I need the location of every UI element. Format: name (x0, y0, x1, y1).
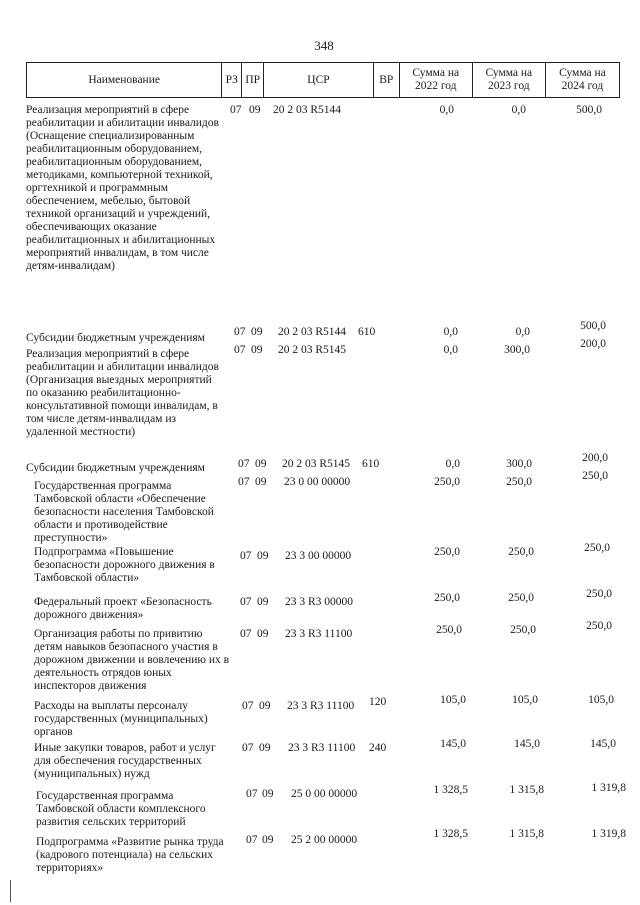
header-rz: РЗ (222, 63, 242, 97)
row-sum-2022: 105,0 (440, 694, 466, 706)
row-sum-2023: 250,0 (510, 624, 536, 636)
row-csr: 23 3 R3 00000 (285, 596, 354, 608)
row-pr: 09 (255, 458, 267, 470)
row-name: Государственная программа Тамбовской области комплексного развития сельских территорий (36, 790, 206, 828)
row-name: Субсидии бюджетным учреждениям (26, 332, 205, 344)
row-sum-2024: 200,0 (582, 452, 608, 464)
row-sum-2024: 250,0 (586, 588, 612, 600)
row-sum-2024: 105,0 (588, 694, 614, 706)
row-sum-2023: 145,0 (514, 738, 540, 750)
row-rz: 07 (240, 596, 252, 608)
row-name: Расходы на выплаты персоналу государственных (муниципальных) органов (34, 700, 208, 738)
row-sum-2024: 500,0 (580, 320, 606, 332)
row-rz: 07 (240, 628, 252, 640)
row-csr: 25 2 00 00000 (291, 834, 358, 846)
row-rz: 07 (230, 104, 242, 116)
row-csr: 20 2 03 R5145 (282, 458, 351, 470)
row-sum-2022: 250,0 (436, 624, 462, 636)
row-csr: 23 3 00 00000 (285, 550, 352, 562)
row-csr: 23 0 00 00000 (284, 476, 351, 488)
header-csr: ЦСР (264, 63, 374, 97)
row-rz: 07 (240, 550, 252, 562)
table-header (26, 62, 620, 98)
row-sum-2024: 250,0 (582, 470, 608, 482)
row-sum-2023: 250,0 (506, 476, 532, 488)
row-pr: 09 (257, 628, 269, 640)
row-csr: 20 2 03 R5144 (273, 104, 342, 116)
row-sum-2023: 0,0 (515, 326, 530, 338)
row-sum-2022: 250,0 (434, 546, 460, 558)
row-sum-2022: 1 328,5 (433, 784, 468, 796)
row-sum-2023: 0,0 (511, 104, 526, 116)
row-name: Субсидии бюджетным учреждениям (26, 462, 205, 474)
row-pr: 09 (259, 700, 271, 712)
row-sum-2022: 0,0 (445, 458, 460, 470)
header-sum-2022: Сумма на 2022 год (400, 63, 473, 97)
row-sum-2022: 0,0 (443, 344, 458, 356)
row-rz: 07 (242, 700, 254, 712)
row-csr: 23 3 R3 11100 (287, 700, 355, 712)
row-name: Реализация мероприятий в сфере реабилитации и абилитации инвалидов (Организация выездных мероприятий по оказанию реабилитационно-консультативной помощи инвалидам, в том числе детям-инвалидам из удаленной местности) (26, 348, 219, 438)
row-vr: 610 (362, 458, 380, 470)
header-vr: ВР (374, 63, 400, 97)
row-sum-2024: 250,0 (586, 620, 612, 632)
row-sum-2022: 1 328,5 (433, 828, 468, 840)
row-rz: 07 (234, 326, 246, 338)
row-sum-2022: 0,0 (443, 326, 458, 338)
row-name: Федеральный проект «Безопасность дорожного движения» (34, 596, 212, 621)
row-pr: 09 (262, 834, 274, 846)
row-sum-2023: 300,0 (504, 344, 530, 356)
row-sum-2023: 105,0 (512, 694, 538, 706)
margin-mark (10, 880, 11, 902)
row-sum-2024: 250,0 (584, 542, 610, 554)
row-sum-2023: 250,0 (508, 592, 534, 604)
row-sum-2024: 500,0 (576, 104, 602, 116)
row-name: Иные закупки товаров, работ и услуг для обеспечения государственных (муниципальных) нужд (34, 742, 216, 780)
row-pr: 09 (255, 476, 267, 488)
row-pr: 09 (259, 742, 271, 754)
row-sum-2024: 200,0 (580, 338, 606, 350)
row-rz: 07 (246, 834, 258, 846)
row-csr: 23 3 R3 11100 (288, 742, 356, 754)
page-number: 348 (314, 38, 334, 53)
row-rz: 07 (234, 344, 246, 356)
row-pr: 09 (251, 344, 263, 356)
row-name: Государственная программа Тамбовской области «Обеспечение безопасности населения Тамбовской области и противодействие преступности» (34, 480, 214, 544)
row-pr: 09 (249, 104, 261, 116)
row-sum-2022: 250,0 (434, 476, 460, 488)
row-pr: 09 (257, 550, 269, 562)
row-csr: 20 2 03 R5144 (278, 326, 347, 338)
row-sum-2024: 1 319,8 (591, 828, 626, 840)
row-name: Подпрограмма «Повышение безопасности дорожного движения в Тамбовской области» (34, 546, 215, 584)
row-pr: 09 (251, 326, 263, 338)
header-name: Наименование (27, 63, 222, 97)
row-csr: 23 3 R3 11100 (285, 628, 353, 640)
row-csr: 25 0 00 00000 (291, 788, 358, 800)
header-sum-2023: Сумма на 2023 год (473, 63, 546, 97)
row-vr: 610 (358, 326, 376, 338)
header-pr: ПР (242, 63, 264, 97)
row-name: Реализация мероприятий в сфере реабилитации и абилитации инвалидов (Оснащение специализированным реабилитационным оборудованием, реабилитационным оборудованием, методиками, компьютерной техникой, оргтехникой и программным обеспечением, мебелью, бытовой техникой организаций и учреждений, обеспечивающих оказание реабилитационных и абилитационных мероприятий инвалидам, в том числе детям-инвалидам) (26, 104, 219, 272)
row-rz: 07 (246, 788, 258, 800)
row-sum-2023: 1 315,8 (509, 784, 544, 796)
row-sum-2022: 0,0 (439, 104, 454, 116)
row-sum-2023: 1 315,8 (509, 828, 544, 840)
row-sum-2022: 145,0 (440, 738, 466, 750)
row-vr: 120 (369, 696, 387, 708)
row-sum-2024: 1 319,8 (591, 782, 626, 794)
row-pr: 09 (262, 788, 274, 800)
row-rz: 07 (238, 476, 250, 488)
row-pr: 09 (257, 596, 269, 608)
row-sum-2023: 300,0 (506, 458, 532, 470)
row-csr: 20 2 03 R5145 (278, 344, 347, 356)
header-sum-2024: Сумма на 2024 год (559, 67, 606, 92)
row-name: Подпрограмма «Развитие рынка труда (кадрового потенциала) на сельских территориях» (36, 836, 224, 874)
row-rz: 07 (242, 742, 254, 754)
row-sum-2022: 250,0 (434, 592, 460, 604)
row-vr: 240 (369, 742, 387, 754)
row-sum-2023: 250,0 (508, 546, 534, 558)
row-name: Организация работы по привитию детям навыков безопасного участия в дорожном движении и вовлечению их в деятельность отрядов юных инспекторов движения (34, 628, 230, 692)
row-sum-2024: 145,0 (590, 738, 616, 750)
row-rz: 07 (238, 458, 250, 470)
